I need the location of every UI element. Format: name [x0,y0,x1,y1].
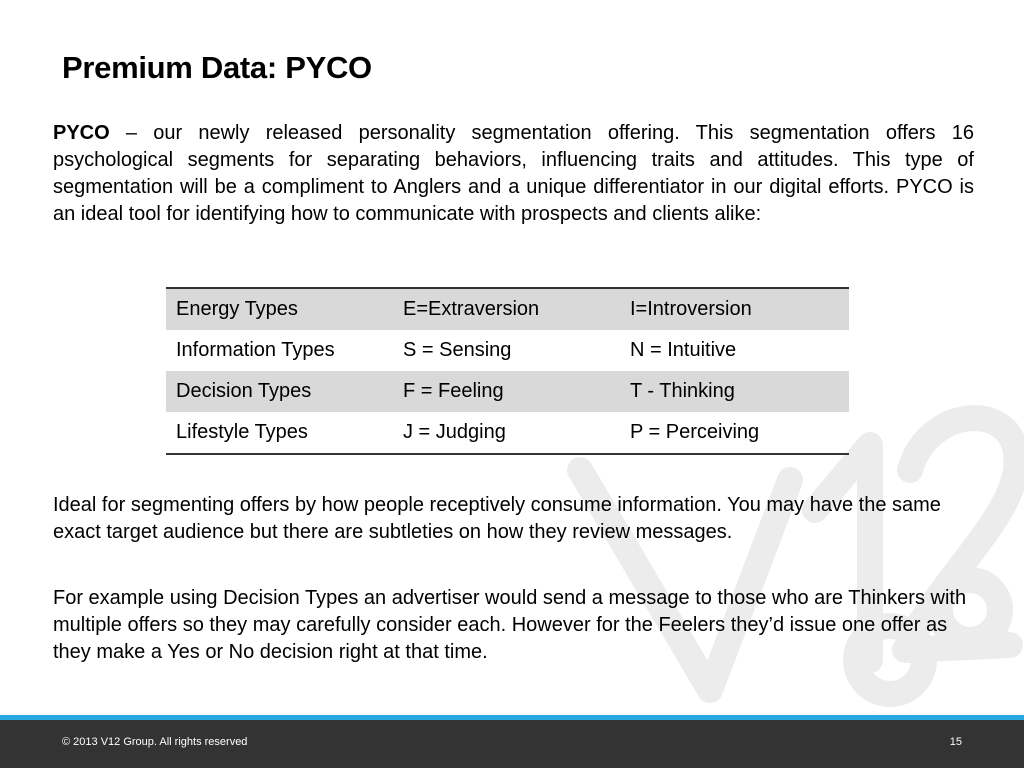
example-paragraph: For example using Decision Types an advertiser would send a message to those who are Thinkers with multiple offers so they may carefully consider each. However for the Feelers they’d issue one offer as they make a Yes or No decision right at that time. [53,587,967,663]
type-option-b-cell: P = Perceiving [630,421,760,443]
table-row [166,412,849,454]
intro-text: – our newly released personality segmentation offering. This segmentation offers 16 psychological segments for separating behaviors, influencing traits and attitudes. This type of segmentation will be a compliment to Anglers and a unique differentiator in our digital efforts. PYCO is an ideal tool for identifying how to communicate with prospects and clients alike: [53,122,974,225]
type-name-cell: Lifestyle Types [176,421,308,443]
type-option-b-cell: T - Thinking [620,371,849,412]
table-row [166,371,849,412]
copyright-text: © 2013 V12 Group. All rights reserved [62,736,248,748]
table-row [166,330,849,371]
intro-paragraph [53,120,974,228]
type-option-a-cell: S = Sensing [403,339,512,361]
type-option-b-cell: I=Introversion [620,288,849,330]
slide-title: Premium Data: PYCO [62,50,372,85]
type-option-a-cell: E=Extraversion [393,288,620,330]
type-option-a-cell: F = Feeling [393,371,620,412]
intro-lead: PYCO [53,122,110,144]
table-row [166,288,849,330]
type-name-cell: Energy Types [166,288,393,330]
segmenting-paragraph: Ideal for segmenting offers by how people receptively consume information. You may have the same exact target audience but there are subtleties on how they review messages. [53,494,941,543]
type-name-cell: Information Types [176,339,335,361]
pyco-types-table [166,287,849,455]
type-name-cell: Decision Types [166,371,393,412]
page-number: 15 [949,736,962,748]
type-option-a-cell: J = Judging [403,421,506,443]
type-option-b-cell: N = Intuitive [630,339,737,361]
footer-bar [0,720,1024,768]
